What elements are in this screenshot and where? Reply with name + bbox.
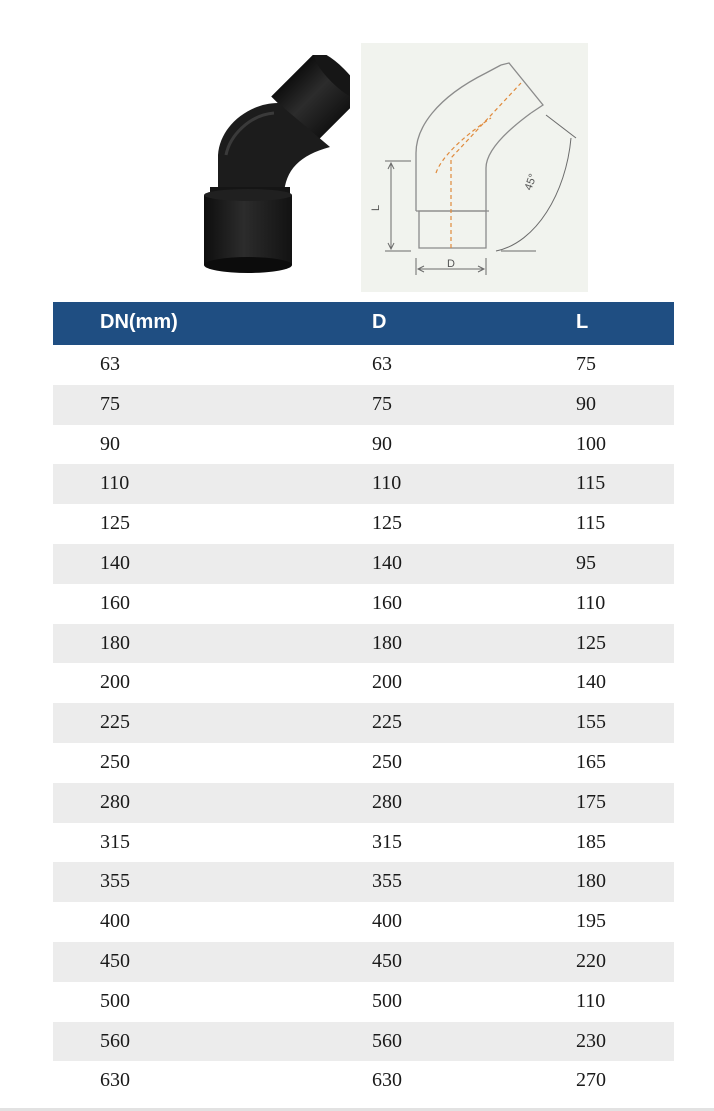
- table-header: [53, 302, 674, 345]
- cell-l: 95: [576, 551, 596, 574]
- cell-d: 355: [372, 870, 402, 893]
- table-row: [53, 982, 674, 1022]
- cell-dn: 250: [100, 750, 130, 773]
- table-row: [53, 663, 674, 703]
- dimension-d-label: D: [447, 258, 455, 270]
- cell-d: 63: [372, 353, 392, 375]
- cell-l: 230: [576, 1029, 606, 1052]
- cell-dn: 500: [100, 989, 130, 1012]
- cell-dn: 125: [100, 512, 130, 535]
- cell-dn: 225: [100, 711, 130, 734]
- cell-l: 75: [576, 353, 596, 375]
- table-row: [53, 942, 674, 982]
- table-row: [53, 703, 674, 743]
- cell-l: 115: [576, 512, 606, 535]
- cell-dn: 160: [100, 591, 130, 614]
- angle-label: 45°: [522, 172, 540, 193]
- cell-dn: 63: [100, 353, 120, 375]
- cell-d: 500: [372, 989, 402, 1012]
- cell-dn: 560: [100, 1029, 130, 1052]
- elbow-fitting-photo: [190, 55, 350, 280]
- cell-d: 125: [372, 512, 402, 535]
- cell-l: 220: [576, 949, 606, 972]
- cell-d: 400: [372, 910, 402, 933]
- cell-d: 250: [372, 750, 402, 773]
- table-row: [53, 783, 674, 823]
- cell-d: 630: [372, 1069, 402, 1092]
- table-row: [53, 504, 674, 544]
- cell-d: 160: [372, 591, 402, 614]
- cell-dn: 200: [100, 671, 130, 694]
- cell-d: 75: [372, 392, 392, 415]
- product-figures: [0, 0, 714, 300]
- table-row: [53, 743, 674, 783]
- cell-dn: 315: [100, 830, 130, 853]
- cell-dn: 355: [100, 870, 130, 893]
- cell-dn: 450: [100, 949, 130, 972]
- cell-d: 110: [372, 472, 402, 495]
- cell-l: 125: [576, 631, 606, 654]
- header-l: L: [576, 311, 589, 333]
- cell-l: 195: [576, 910, 606, 933]
- table-row: [53, 1022, 674, 1062]
- cell-l: 90: [576, 392, 596, 415]
- cell-d: 180: [372, 631, 402, 654]
- cell-l: 100: [576, 432, 606, 455]
- table-row: [53, 902, 674, 942]
- cell-d: 450: [372, 949, 402, 972]
- table-body: [53, 345, 674, 1101]
- cell-l: 110: [576, 989, 606, 1012]
- cell-d: 225: [372, 711, 402, 734]
- cell-d: 200: [372, 671, 402, 694]
- cell-d: 560: [372, 1029, 402, 1052]
- cell-dn: 630: [100, 1069, 130, 1092]
- cell-l: 155: [576, 711, 606, 734]
- cell-l: 270: [576, 1069, 606, 1092]
- table-row: [53, 385, 674, 425]
- table-row: [53, 823, 674, 863]
- cell-d: 280: [372, 790, 402, 813]
- elbow-technical-drawing: [361, 43, 588, 292]
- table-row: [53, 345, 674, 385]
- cell-dn: 75: [100, 392, 120, 415]
- table-row: [53, 584, 674, 624]
- table-row: [53, 1061, 674, 1101]
- cell-d: 315: [372, 830, 402, 853]
- table-row: [53, 464, 674, 504]
- cell-dn: 140: [100, 551, 130, 574]
- cell-dn: 280: [100, 790, 130, 813]
- header-dn: DN(mm): [100, 311, 178, 333]
- cell-l: 165: [576, 750, 606, 773]
- dimension-table: [53, 302, 674, 1101]
- cell-l: 110: [576, 591, 606, 614]
- cell-dn: 90: [100, 432, 120, 455]
- cell-l: 185: [576, 830, 606, 853]
- cell-l: 140: [576, 671, 606, 694]
- cell-dn: 400: [100, 910, 130, 933]
- cell-d: 140: [372, 551, 402, 574]
- cell-d: 90: [372, 432, 392, 455]
- dimension-l-label: L: [370, 204, 382, 211]
- cell-l: 180: [576, 870, 606, 893]
- cell-dn: 110: [100, 472, 130, 495]
- table-row: [53, 425, 674, 465]
- table-row: [53, 624, 674, 664]
- cell-l: 175: [576, 790, 606, 813]
- cell-l: 115: [576, 472, 606, 495]
- header-d: D: [372, 311, 387, 333]
- table-row: [53, 544, 674, 584]
- table-row: [53, 862, 674, 902]
- cell-dn: 180: [100, 631, 130, 654]
